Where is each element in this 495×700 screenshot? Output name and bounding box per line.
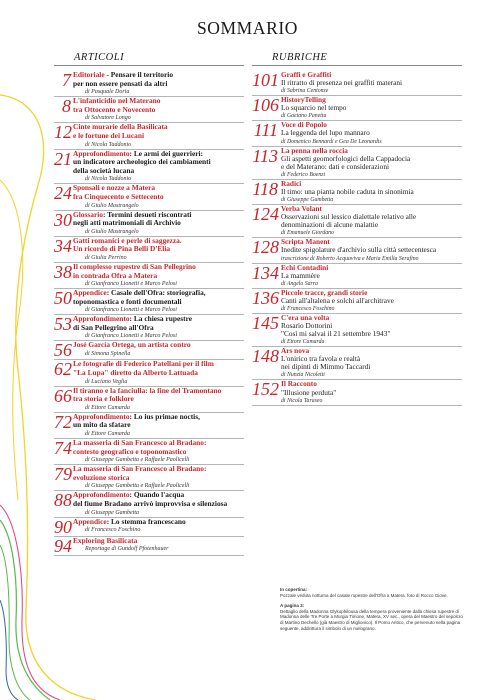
page-number: 8 [62,96,71,117]
entry-author: di Salvatore Longo [85,115,131,122]
toc-entry[interactable] [54,289,244,315]
entry-body [73,237,244,262]
entry-body [281,96,462,120]
entry-title-text: Lo squarcio nel tempo [281,103,347,113]
entry-title-text: : Quando l'acqua [129,490,185,500]
entry-author: di Angelo Sarra [281,280,318,287]
entry-title-highlight: Le fotografie di Federico Patellani per il film [73,359,214,369]
entry-title-text: - Pensare il territorio [104,70,174,79]
toc-entry[interactable] [252,289,462,314]
entry-title-highlight: Sponsali e nozze a Matera [73,183,156,193]
entry-title-highlight: Piccole tracce, grandi storie [281,287,368,297]
toc-entry[interactable] [54,150,244,185]
entry-title-highlight: L'infanticidio nel Materano [73,96,161,106]
entry-body [73,413,244,438]
entry-title-line [73,298,244,307]
page-number: 24 [54,183,72,204]
entry-body [73,71,244,96]
entry-title-line [73,80,244,89]
entry-author: di Giuseppe Gambetta [281,197,334,204]
articoli-column [54,52,244,556]
entry-title-line [73,272,244,281]
entry-body [281,71,462,95]
page-number: 124 [252,204,279,225]
entry-title-highlight: La penna nella roccia [281,145,348,155]
entry-title-line [73,395,244,404]
entry-body [281,238,462,262]
entry-title-highlight: La masseria di San Francesco al Bradano: [73,438,207,448]
entry-title-line [73,518,244,527]
entry-title-highlight: Radici [281,178,302,188]
entry-title-line [281,246,462,254]
toc-entry[interactable] [54,237,244,263]
entry-author: di Pasquale Doria [85,89,130,96]
entry-author: di Giulio Mastrangelo [85,228,139,235]
entry-title-line [73,341,244,350]
page-number: 111 [253,120,278,141]
entry-author: di Domenico Bennardi e Gea De Leonardis [281,138,382,145]
entry-body [73,537,244,554]
page-number: 66 [54,385,72,406]
entry-title-highlight: C'era una volta [281,312,330,322]
entry-author: di Simona Spinella [85,351,131,358]
page-number: 50 [54,288,72,309]
entry-title-text: per non essere pensati da altri [73,78,168,88]
entry-body [73,518,244,535]
entry-title-highlight: Echi Contadini [281,262,329,272]
entry-author: di Gianfranco Lionetti e Marco Pelosi [85,307,177,314]
entry-title-line [281,221,462,229]
entry-author: di Sabrina Centonze [281,88,329,95]
entry-title-highlight: Scripta Manent [281,237,330,247]
entry-title-highlight: Appendice [73,516,107,526]
page-number: 134 [252,262,279,283]
entry-author: di Giuseppe Gambetta [85,509,139,516]
entry-title-text: : Termini desueti riscontrati [102,209,192,219]
entry-title-highlight: Exploring Basilicata [73,535,138,545]
entry-title-line [73,537,244,546]
entry-author: di Giulia Perrino [85,254,127,261]
page-number: 101 [252,70,279,90]
entry-title-highlight: Il tiranno e la fanciulla: la fine del Tramontano [73,385,222,395]
page-number: 62 [54,359,72,380]
entry-title-line [73,421,244,430]
rubriche-column [252,52,462,406]
entry-title-highlight: Appendice [73,288,107,298]
entry-body [281,380,462,404]
entry-title-highlight: Glossario [73,209,103,219]
toc-entry[interactable] [54,211,244,237]
contour-line-green [0,520,50,700]
toc-entry[interactable] [252,205,462,238]
entry-body [73,211,244,236]
entry-author: di Luciano Veglia [85,378,128,385]
entry-body [73,289,244,314]
entry-title-text: La mammère [281,270,320,280]
entry-author: di Emanuele Giordano [281,230,334,237]
page-number: 94 [54,535,72,556]
page-number: 148 [252,346,279,367]
page-number: 106 [252,95,279,116]
entry-body [281,121,462,145]
entry-author: di Giulio Mastrangelo [85,202,139,209]
articoli-heading: ARTICOLI [54,52,244,66]
entry-title-text: "Così mi salvai il 21 settembre 1943" [281,329,391,339]
entry-title-highlight: Graffi e Graffiti [281,70,332,79]
page-number: 56 [54,340,72,361]
entry-author: di Giuseppe Gambetta e Raffaele Paolicelli [85,457,190,464]
entry-author: Reportage di Gundolf Pfotenhauer [85,546,169,553]
page-number: 74 [54,438,72,459]
cover-caption-text: Pozzale veduta notturna del casale rupestre dell'Ofra a Matera. foto di Rocco Giove. [280,592,448,598]
entry-title-text: un indicatore archeologico dei cambiamenti [73,157,211,167]
page-number: 53 [54,314,72,335]
entry-title-line [281,272,462,280]
contour-line-pink [0,505,60,700]
toc-entry[interactable] [252,147,462,180]
toc-entry[interactable] [54,315,244,341]
entry-body [281,314,462,346]
entry-title-line [73,132,244,141]
entry-title-highlight: Il Racconto [281,379,317,389]
entry-body [73,150,244,184]
entry-title-text: della società lucana [73,165,135,175]
entry-body [281,180,462,204]
entry-title-text: e del Materano: dati e considerazioni [281,161,389,171]
page-number: 38 [54,261,72,282]
entry-title-text: del fiume Bradano arrivò improvvisa e silenziosa [73,499,228,508]
entry-author: di Ettore Camarda [85,404,130,411]
entry-title-line [281,389,462,397]
page-number: 136 [252,287,279,308]
toc-entry[interactable] [252,71,462,96]
entry-title-highlight: José García Ortega, un artista contro [73,340,191,350]
toc-entry[interactable] [54,360,244,386]
entry-title-highlight: contesto geografico e toponomastico [73,446,187,456]
entry-title-text: denominazioni di alcune malattie [281,220,379,230]
entry-title-highlight: Ars nova [281,346,310,356]
page-number: 118 [252,178,278,199]
entry-title-highlight: Gatti romanici e perle di saggezza. [73,235,182,245]
entry-title-highlight: Approfondimento [73,411,130,421]
entry-author: di Francesco Foschino [85,527,141,534]
cover-caption-heading: In copertina: [280,587,308,592]
entry-title-text: Canti all'altalena e solchi all'architrave [281,295,394,305]
entry-title-text: un mito da sfatare [73,420,131,430]
entry-title-text: : Lo stemma francescano [106,516,186,526]
entry-body [281,347,462,379]
entry-title-highlight: Approfondimento [73,314,130,324]
page3-caption-text: Dettaglio della Madonna Glykophilousa della tempera proveniente dalla chiesa rupestre di Madonna delle Tre Porte a Murgia Timone, Matera, XV sec., opera del Maestro del sepolcro di Martino Dechello (già Maestro di Miglionico). Il Pomo Antico, che pervenuto nella pagina seguente, addirittura il simbolo di un melograno. [280,608,463,631]
entry-body [73,439,244,464]
toc-entry[interactable] [54,387,244,413]
entry-title-highlight: tra Ottocento e Novecento [73,104,156,114]
entry-title-highlight: La masseria di San Francesco al Bradano: [73,464,207,474]
page3-caption-heading: A pagina 3: [280,603,305,609]
entry-author: di Gianfranco Lionetti e Marco Pelosi [85,333,177,340]
entry-title-text: : La chiesa rupestre [129,314,193,324]
entry-title-line [73,500,244,509]
entry-body [73,341,244,358]
toc-entry[interactable] [54,518,244,537]
toc-entry[interactable] [54,123,244,149]
entry-author: di Nicola Taddonio [85,176,132,183]
entry-title-text: La leggenda del lupo mannaro [281,128,370,138]
entry-body [73,491,244,516]
entry-title-highlight: Voce di Popolo [281,120,327,130]
entry-title-text: : Casale dell'Ofra: storiografia, [106,288,206,298]
entry-author: di Francesco Foschino [281,305,335,312]
page-number: 12 [54,122,72,143]
entry-body [73,360,244,385]
page-number: 21 [54,148,72,169]
entry-title-line [281,129,462,137]
entry-title-text: nei dipinti di Mimmo Taccardi [281,362,371,372]
entry-author: di Nicola Taddonio [85,141,132,148]
entry-title-text: : Lo ius primae noctis, [129,411,200,421]
entry-body [73,263,244,288]
entry-title-line [73,448,244,457]
entry-body [73,97,244,122]
page-number: 90 [54,516,72,537]
entry-title-line [73,167,244,176]
entry-author: di Gianfranco Lionetti e Marco Pelosi [85,281,177,288]
entry-title-text: di San Pellegrino all'Ofra [73,322,154,332]
entry-title-highlight: fra Cinquecento e Settecento [73,191,164,201]
toc-entry[interactable] [252,121,462,146]
toc-entry[interactable] [54,97,244,123]
entry-body [281,289,462,313]
page-number: 72 [54,411,72,432]
entry-body [73,184,244,209]
entry-title-text: Inedite spigolature d'archivio sulla città settecentesca [281,245,437,255]
entry-title-line [73,245,244,254]
rubriche-heading: RUBRICHE [252,52,462,66]
entry-title-highlight: Approfondimento [73,490,130,500]
toc-entry[interactable] [54,71,244,97]
entry-title-text: Gli aspetti geomorfologici della Cappadocia [281,153,411,163]
entry-author: di Gaetano Panetta [281,113,327,120]
page-number: 145 [252,312,279,333]
entry-title-line [281,330,462,338]
entry-body [73,123,244,148]
entry-title-line [73,219,244,228]
toc-entry[interactable] [252,314,462,347]
entry-title-highlight: Approfondimento [73,148,130,158]
entry-title-line [281,163,462,171]
entry-title-highlight: Il complesso rupestre di San Pellegrino [73,261,196,271]
entry-title-line [73,369,244,378]
toc-entry[interactable] [252,264,462,289]
entry-title-text: : Le armi dei guerrieri: [129,148,204,158]
entry-title-text: "Illusione perduta" [281,387,337,397]
entry-title-line [281,363,462,371]
entry-title-text: Osservazioni sul lessico dialettale relativo alle [281,212,417,222]
contour-line-yellow-inner [0,180,23,500]
entry-title-text: L'onirico tra favola e realtà [281,354,361,364]
entry-title-text: Rosario Dottorini [281,320,333,330]
toc-entry[interactable] [54,413,244,439]
entry-title-text: toponomastica e fonti documentali [73,296,182,306]
entry-title-highlight: in contrada Ofra a Matera [73,270,158,280]
entry-title-highlight: tra storia e folklore [73,394,134,404]
articoli-list [54,71,244,556]
page-number: 88 [54,490,72,511]
entry-body [73,315,244,340]
toc-entry[interactable] [54,184,244,210]
entry-title-line [73,193,244,202]
page-title: SOMMARIO [196,18,299,38]
entry-title-line [281,79,462,87]
toc-entry[interactable] [54,341,244,360]
entry-body [281,264,462,288]
contour-line-green-2 [0,545,30,700]
toc-entry[interactable] [54,491,244,517]
toc-entry[interactable] [252,238,462,263]
entry-title-line [73,324,244,333]
toc-entry[interactable] [252,380,462,405]
entry-author: trascrizione di Roberto Acquaviva e Maria Emilia Serafino [281,255,419,262]
entry-body [281,147,462,179]
toc-entry[interactable] [54,439,244,465]
page-number: 152 [252,379,279,400]
entry-title-line [281,104,462,112]
entry-author: di Ettore Camarda [85,431,130,438]
page-number: 128 [252,237,279,258]
entry-body [73,387,244,412]
entry-title-highlight: evoluzione storica [73,472,130,482]
entry-body [281,205,462,237]
toc-entry[interactable] [252,347,462,380]
page-number: 34 [54,235,72,256]
entry-author: di Ettore Camarda [281,339,325,346]
entry-title-highlight: "La Lupa" diretto da Alberto Lattuada [73,368,198,378]
page-number: 30 [54,209,72,230]
page-number: 7 [62,70,71,90]
toc-entry[interactable] [252,96,462,121]
toc-entry[interactable] [54,537,244,556]
entry-author: di Nunzia Nicoletti [281,372,325,379]
toc-entry[interactable] [54,465,244,491]
entry-author: di Giuseppe Gambetta e Raffaele Paolicelli [85,483,190,490]
entry-title-highlight: e le fortune dei Lucani [73,130,145,140]
entry-title-highlight: Un ricordo di Pina Belli D'Elia [73,244,171,254]
toc-entry[interactable] [54,263,244,289]
entry-title-highlight: HistoryTelling [281,95,326,105]
entry-title-text: Il ritratto di presenza nei graffiti materani [281,78,403,88]
entry-title-text: Il timo: una pianta nobile caduta in sinonimia [281,186,414,196]
toc-entry[interactable] [252,180,462,205]
rubriche-list [252,71,462,406]
entry-title-line [73,106,244,115]
contour-line-blue [0,600,18,700]
page-number: 79 [54,464,72,485]
entry-title-text: negli atti matrimoniali di Archivio [73,218,181,228]
entry-author: di Federico Boenzi [281,171,326,178]
entry-title-line [281,188,462,196]
entry-title-line [73,474,244,483]
entry-title-highlight: Cinte murarie della Basilicata [73,122,168,132]
entry-title-highlight: Editoriale [73,70,105,79]
page-number: 113 [252,145,278,166]
entry-title-line [281,297,462,305]
entry-author: di Nicola Taraseo [281,397,323,404]
entry-body [73,465,244,490]
entry-title-highlight: Verba Volant [281,204,322,214]
caption-notes [280,587,465,636]
